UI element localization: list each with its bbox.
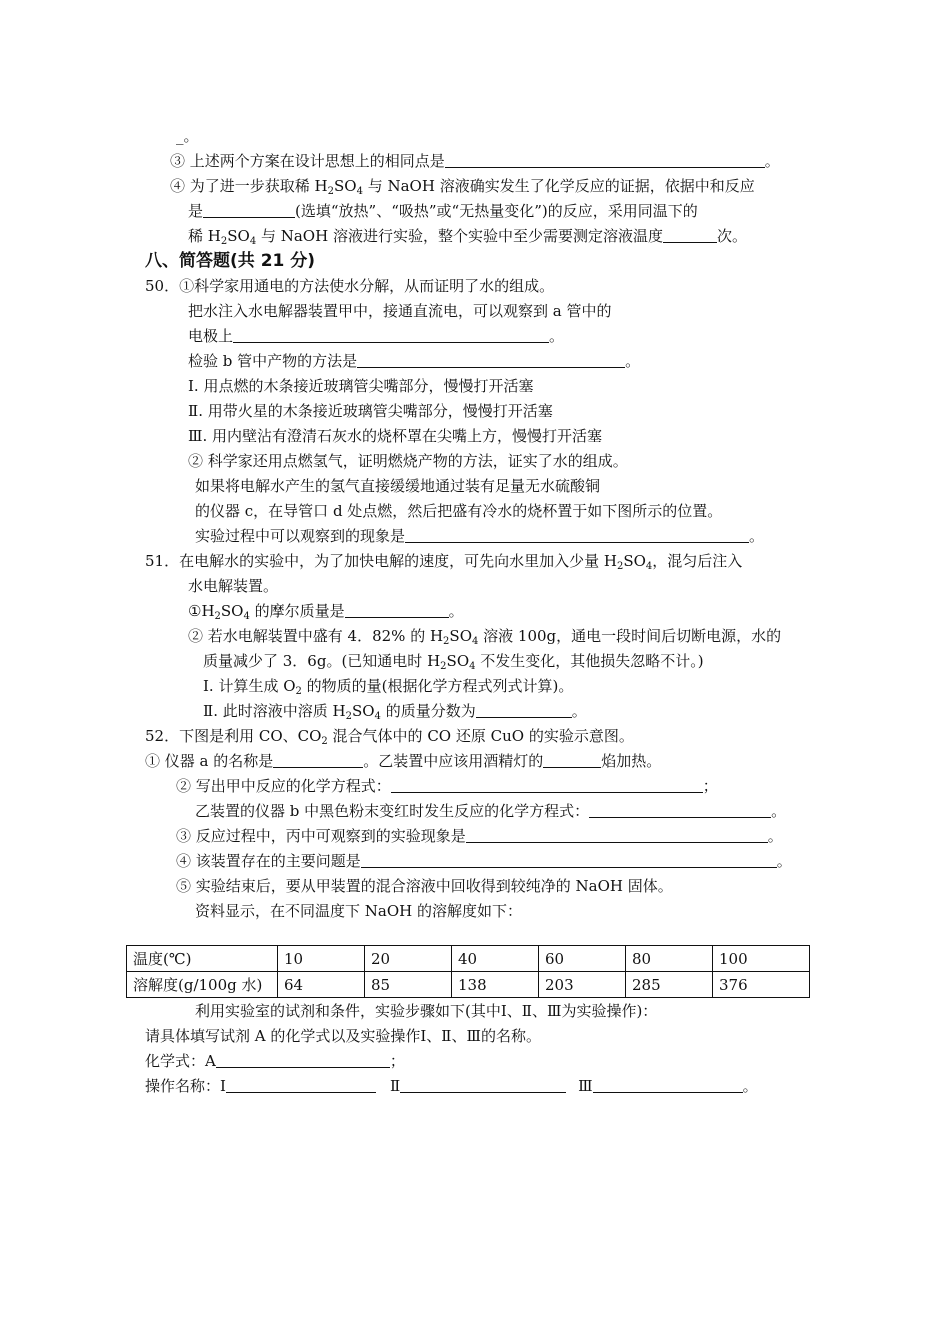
answer-blank[interactable] <box>445 152 765 168</box>
answer-blank[interactable] <box>543 752 601 768</box>
q51-text: 水电解装置。 <box>188 577 279 595</box>
answer-blank[interactable] <box>663 227 717 243</box>
table-row <box>127 972 810 998</box>
table-cell: 64 <box>278 972 365 998</box>
q51-sub2: Ⅱ. 此时溶液中溶质 $H_2SO_4$ 的质量分数为 。 <box>203 702 587 722</box>
q50-test-b: 检验 b 管中产物的方法是 。 <box>188 352 641 370</box>
q49-point4-line3: 稀 $H_2SO_4$ 与 NaOH 溶液进行实验，整个实验中至少需要测定溶液温度 次。 <box>188 227 747 247</box>
answer-blank[interactable] <box>273 752 363 768</box>
answer-blank[interactable] <box>466 827 768 843</box>
table-cell: 溶解度(g/100g 水) <box>127 972 278 998</box>
q50-part2: ② 科学家还用点燃氢气，证明燃烧产物的方法，证实了水的组成。 <box>188 452 628 470</box>
q52-formula: 化学式：A ； <box>145 1052 405 1070</box>
table-cell: 10 <box>278 946 365 972</box>
q52-part3: ③ 反应过程中，丙中可观察到的实验现象是 。 <box>176 827 783 845</box>
q52-part4: ④ 该装置存在的主要问题是 。 <box>176 852 792 870</box>
q50-text: 把水注入水电解器装置甲中，接通直流电，可以观察到 a 管中的 <box>188 302 612 320</box>
table-cell: 20 <box>365 946 452 972</box>
table-cell: 138 <box>452 972 539 998</box>
q52-part2-b: 乙装置的仪器 b 中黑色粉末变红时发生反应的化学方程式： 。 <box>195 802 787 820</box>
table-cell: 40 <box>452 946 539 972</box>
q49-point4: ④ 为了进一步获取稀 $H_2SO_4$ 与 NaOH 溶液确实发生了化学反应的证据，依据中和反应 <box>170 177 755 197</box>
q50-title: 50．①科学家用通电的方法使水分解，从而证明了水的组成。 <box>145 277 555 295</box>
q51-part2-line2: 质量减少了 3．6g。(已知通电时 $H_2SO_4$ 不发生变化，其他损失忽略不计。) <box>203 652 704 672</box>
answer-blank[interactable] <box>400 1077 566 1093</box>
q49-point4-line2: 是 (选填“放热”、“吸热”或“无热量变化”)的反应，采用同温下的 <box>188 202 698 220</box>
q50-part2-text2: 的仪器 c，在导管口 d 处点燃，然后把盛有冷水的烧杯置于如下图所示的位置。 <box>195 502 723 520</box>
table-cell: 80 <box>626 946 713 972</box>
q52-part1: ① 仪器 a 的名称是 。乙装置中应该用酒精灯的 焰加热。 <box>145 752 662 770</box>
q51-part2: ② 若水电解装置中盛有 4．82% 的 $H_2SO_4$ 溶液 100g，通电一段时间后切断电源，水的 <box>188 627 782 647</box>
table-cell: 100 <box>713 946 810 972</box>
q50-phenomenon: 实验过程中可以观察到的现象是 。 <box>195 527 765 545</box>
q51-sub1: Ⅰ. 计算生成 $O_2$ 的物质的量(根据化学方程式列式计算)。 <box>203 677 574 697</box>
answer-blank[interactable] <box>476 702 572 718</box>
q50-electrode: 电极上 。 <box>188 327 565 345</box>
q50-option-2: Ⅱ. 用带火星的木条接近玻璃管尖嘴部分，慢慢打开活塞 <box>188 402 553 420</box>
q51-title: 51．在电解水的实验中，为了加快电解的速度，可先向水里加入少量 $H_2SO_4$，混匀后注入 <box>145 552 743 572</box>
solubility-table <box>126 945 810 998</box>
q52-steps-intro: 利用实验室的试剂和条件，实验步骤如下(其中Ⅰ、Ⅱ、Ⅲ为实验操作)： <box>195 1002 658 1020</box>
section-heading: 八、简答题(共 21 分) <box>145 251 316 271</box>
answer-blank[interactable] <box>593 1077 743 1093</box>
table-cell: 60 <box>539 946 626 972</box>
q52-data-intro: 资料显示，在不同温度下 NaOH 的溶解度如下： <box>195 902 522 920</box>
table-cell: 376 <box>713 972 810 998</box>
table-cell: 温度(℃) <box>127 946 278 972</box>
answer-blank[interactable] <box>361 852 777 868</box>
q50-option-1: Ⅰ. 用点燃的木条接近玻璃管尖嘴部分，慢慢打开活塞 <box>188 377 534 395</box>
q52-part5: ⑤ 实验结束后，要从甲装置的混合溶液中回收得到较纯净的 NaOH 固体。 <box>176 877 673 895</box>
answer-blank[interactable] <box>391 777 703 793</box>
q51-molar-mass: $①H_2SO_4$ 的摩尔质量是 。 <box>188 602 464 622</box>
table-cell: 85 <box>365 972 452 998</box>
q52-title: 52．下图是利用 CO、$CO_2$ 混合气体中的 CO 还原 CuO 的实验示意图。 <box>145 727 634 747</box>
answer-blank[interactable] <box>589 802 771 818</box>
answer-blank[interactable] <box>233 327 549 343</box>
q50-part2-text1: 如果将电解水产生的氢气直接缓缓地通过装有足量无水硫酸铜 <box>195 477 601 495</box>
q49-point3: ③ 上述两个方案在设计思想上的相同点是 。 <box>170 152 780 170</box>
q52-part2: ② 写出甲中反应的化学方程式： ； <box>176 777 718 795</box>
answer-blank[interactable] <box>345 602 449 618</box>
answer-blank[interactable] <box>357 352 625 368</box>
line-continuation: _。 <box>176 127 199 145</box>
q50-option-3: Ⅲ. 用内壁沾有澄清石灰水的烧杯罩在尖嘴上方，慢慢打开活塞 <box>188 427 603 445</box>
table-row <box>127 946 810 972</box>
table-cell: 203 <box>539 972 626 998</box>
answer-blank[interactable] <box>405 527 749 543</box>
table-cell: 285 <box>626 972 713 998</box>
answer-blank[interactable] <box>203 202 295 218</box>
answer-blank[interactable] <box>216 1052 390 1068</box>
q52-fill-instruction: 请具体填写试剂 A 的化学式以及实验操作Ⅰ、Ⅱ、Ⅲ的名称。 <box>145 1027 541 1045</box>
q52-operations: 操作名称：Ⅰ Ⅱ Ⅲ 。 <box>145 1077 758 1095</box>
answer-blank[interactable] <box>226 1077 376 1093</box>
